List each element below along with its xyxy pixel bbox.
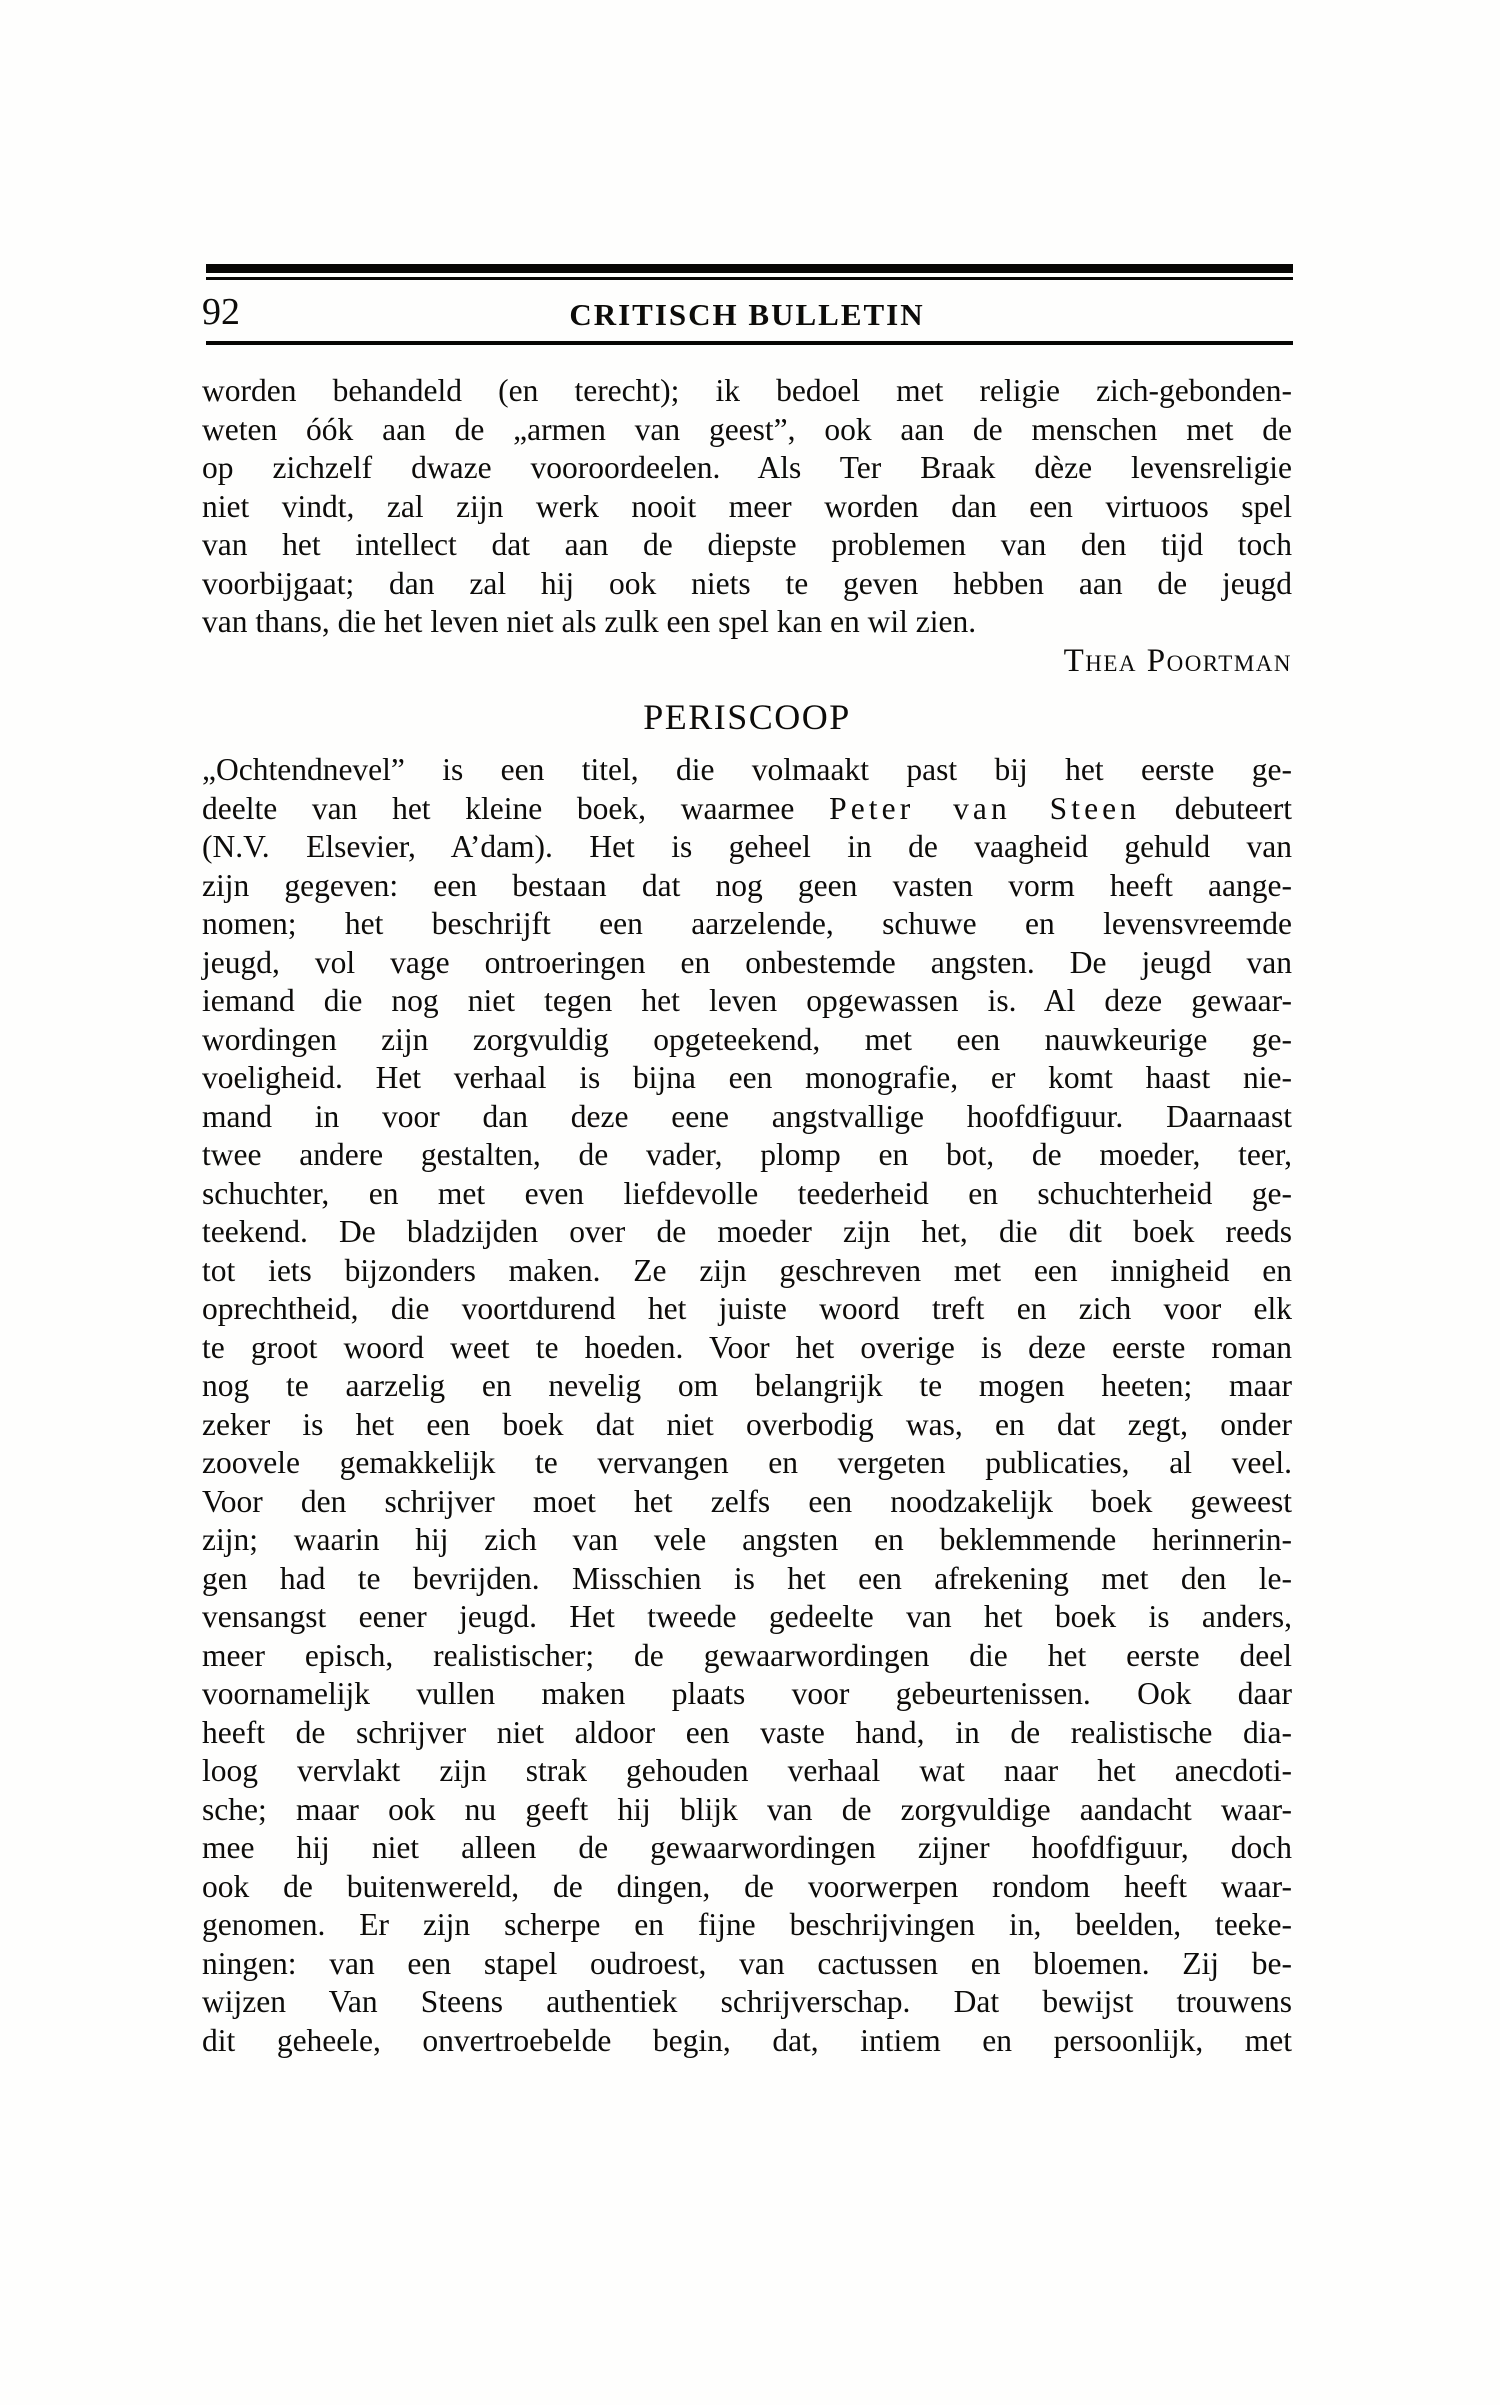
text-line: vensangst eener jeugd. Het tweede gedeelte van het boek is anders, — [202, 1599, 1292, 1634]
text-line: sche; maar ook nu geeft hij blijk van de zorgvuldige aandacht waar- — [202, 1791, 1292, 1827]
text-line: tot iets bijzonders maken. Ze zijn geschreven met een innigheid en — [202, 1252, 1292, 1288]
text-line: gen had te bevrijden. Misschien is het een afrekening met den le- — [202, 1560, 1292, 1596]
text-line: van het intellect dat aan de diepste problemen van den tijd toch — [202, 527, 1292, 562]
author-signature: Thea Poortman — [1063, 642, 1292, 679]
text-line: voorbijgaat; dan zal hij ook niets te geven hebben aan de jeugd — [202, 565, 1292, 601]
text-line: ook de buitenwereld, de dingen, de voorwerpen rondom heeft waar- — [202, 1868, 1292, 1904]
text-line: wordingen zijn zorgvuldig opgeteekend, met een nauwkeurige ge- — [202, 1021, 1292, 1057]
text-line: voeligheid. Het verhaal is bijna een monografie, er komt haast nie- — [202, 1060, 1292, 1095]
text-line: heeft de schrijver niet aldoor een vaste hand, in de realistische dia- — [202, 1714, 1292, 1750]
text-line: nomen; het beschrijft een aarzelende, schuwe en levensvreemde — [202, 906, 1292, 941]
text-line: ningen: van een stapel oudroest, van cactussen en bloemen. Zij be- — [202, 1945, 1292, 1981]
page-number: 92 — [202, 291, 240, 333]
text-line: dit geheele, onvertroebelde begin, dat, intiem en persoonlijk, met — [202, 2022, 1292, 2058]
text-line: teekend. De bladzijden over de moeder zijn het, die dit boek reeds — [202, 1214, 1292, 1249]
text-segment: deelte van het kleine boek, waarmee — [202, 790, 830, 826]
text-line: voornamelijk vullen maken plaats voor gebeurtenissen. Ook daar — [202, 1676, 1292, 1711]
review-closing-paragraph — [202, 372, 1292, 642]
section-heading: PERISCOOP — [643, 697, 851, 737]
text-line: zijn; waarin hij zich van vele angsten en beklemmende herinnerin- — [202, 1522, 1292, 1557]
text-line-composite — [202, 790, 1292, 829]
header-rule-thin — [206, 277, 1293, 280]
text-line: te groot woord weet te hoeden. Voor het overige is deze eerste roman — [202, 1329, 1292, 1365]
letterspaced-author-name: Peter van Steen — [829, 790, 1141, 826]
text-line: genomen. Er zijn scherpe en fijne beschrijvingen in, beelden, teeke- — [202, 1907, 1292, 1942]
text-line: jeugd, vol vage ontroeringen en onbestemde angsten. De jeugd van — [202, 944, 1292, 980]
body-text — [202, 372, 1292, 2060]
text-line: nog te aarzelig en nevelig om belangrijk te mogen heeten; maar — [202, 1368, 1292, 1403]
page-header — [202, 292, 1292, 336]
text-line: (N.V. Elsevier, A’dam). Het is geheel in de vaagheid gehuld van — [202, 829, 1292, 864]
periscoop-paragraph — [202, 751, 1292, 2060]
text-line: meer episch, realistischer; de gewaarwordingen die het eerste deel — [202, 1637, 1292, 1673]
text-line: niet vindt, zal zijn werk nooit meer worden dan een virtuoos spel — [202, 488, 1292, 524]
text-line: mee hij niet alleen de gewaarwordingen zijner hoofdfiguur, doch — [202, 1830, 1292, 1865]
text-line: zoovele gemakkelijk te vervangen en vergeten publicaties, al veel. — [202, 1445, 1292, 1480]
header-rule-bottom — [206, 341, 1293, 345]
journal-title: CRITISCH BULLETIN — [569, 297, 925, 332]
text-line: zijn gegeven: een bestaan dat nog geen vasten vorm heeft aange- — [202, 867, 1292, 903]
text-line: schuchter, en met even liefdevolle teederheid en schuchterheid ge- — [202, 1175, 1292, 1211]
text-line: van thans, die het leven niet als zulk een spel kan en wil zien. — [202, 604, 977, 639]
text-line: wijzen Van Steens authentiek schrijverschap. Dat bewijst trouwens — [202, 1984, 1292, 2019]
text-line: mand in voor dan deze eene angstvallige hoofdfiguur. Daarnaast — [202, 1098, 1292, 1134]
text-line: weten óók aan de „armen van geest”, ook aan de menschen met de — [202, 411, 1292, 447]
text-line: oprechtheid, die voortdurend het juiste woord treft en zich voor elk — [202, 1291, 1292, 1326]
text-segment: debuteert — [1140, 790, 1292, 826]
header-rule-thick — [206, 264, 1293, 273]
text-line: zeker is het een boek dat niet overbodig was, en dat zegt, onder — [202, 1406, 1292, 1442]
text-line: op zichzelf dwaze vooroordeelen. Als Ter Braak dèze levensreligie — [202, 450, 1292, 485]
text-line: loog vervlakt zijn strak gehouden verhaal wat naar het anecdoti- — [202, 1753, 1292, 1788]
text-line: „Ochtendnevel” is een titel, die volmaakt past bij het eerste ge- — [202, 752, 1292, 787]
text-line: Voor den schrijver moet het zelfs een noodzakelijk boek geweest — [202, 1483, 1292, 1519]
text-line: twee andere gestalten, de vader, plomp en bot, de moeder, teer, — [202, 1137, 1292, 1172]
text-line: worden behandeld (en terecht); ik bedoel met religie zich-gebonden- — [202, 373, 1292, 408]
text-line: iemand die nog niet tegen het leven opgewassen is. Al deze gewaar- — [202, 983, 1292, 1018]
